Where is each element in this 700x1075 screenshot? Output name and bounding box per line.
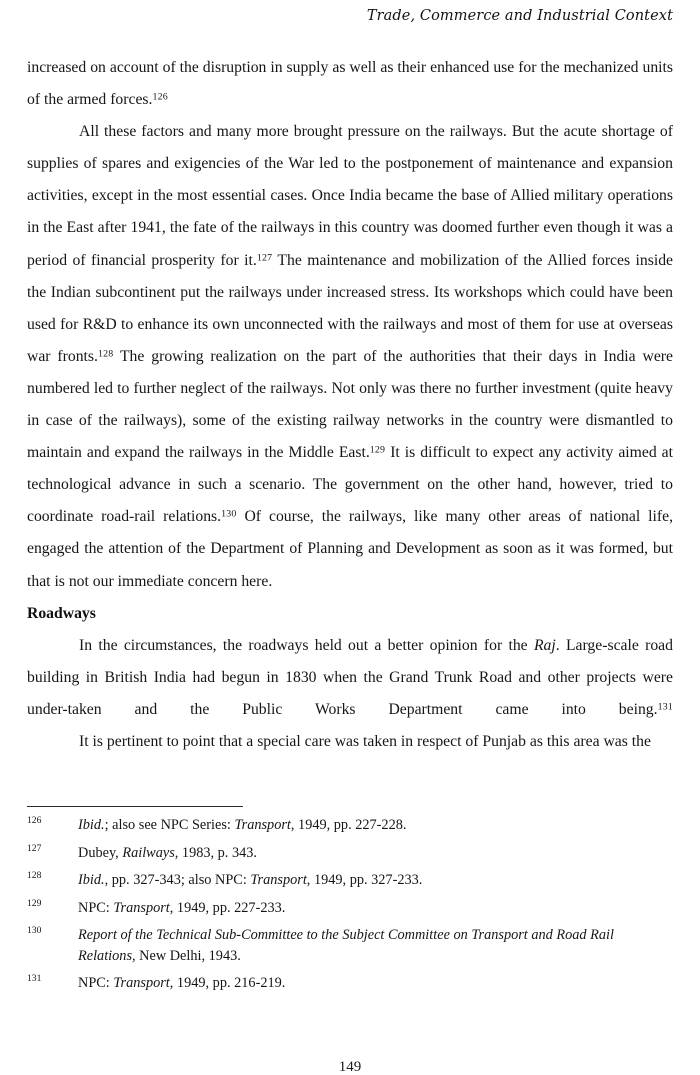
footnote-marker-130[interactable]: 130 bbox=[221, 508, 237, 520]
footnote-text-127: Dubey, Railways, 1983, p. 343. bbox=[78, 844, 257, 861]
paragraph-railways-segment-1: All these factors and many more brought pressure on the railways. But the acute shortage of supplies of spares and exigencies of the War led to the postponement of maintenance and expansion activities, except in the most essential cases. Once India became the base of Allied military operations in the East after 1941, the fate of the railways in this country was doomed further even though it was a period of financial prosperity for it. bbox=[27, 123, 673, 269]
footnote-number-128: 128 bbox=[27, 870, 42, 881]
paragraph-railways-segment-2: The maintenance and mobilization of the Allied forces inside the Indian subcontinent put the railways under increased stress. Its workshops which could have been used for R&D to enhance its own unconnected with the railways and most of them for use at overseas war fronts. bbox=[27, 251, 673, 365]
footnote-text-126: Ibid.; also see NPC Series: Transport, 1949, pp. 227-228. bbox=[78, 817, 407, 833]
footnote-130 bbox=[27, 925, 673, 966]
running-header: Trade, Commerce and Industrial Context bbox=[366, 8, 673, 24]
footnote-131 bbox=[27, 973, 673, 994]
footnote-number-126: 126 bbox=[27, 815, 42, 826]
footnote-127 bbox=[27, 843, 673, 864]
paragraph-continued bbox=[27, 52, 673, 116]
footnote-marker-128[interactable]: 128 bbox=[97, 348, 114, 360]
footnote-number-129: 129 bbox=[27, 897, 42, 909]
footnote-128 bbox=[27, 870, 673, 891]
footnote-text-128: Ibid., pp. 327-343; also NPC: Transport, 1949, pp. 327-233. bbox=[78, 872, 423, 888]
paragraph-roadways-segment-3: It is pertinent to point that a special care was taken in respect of Punjab as this area was the bbox=[79, 732, 651, 750]
footnote-126 bbox=[27, 815, 673, 836]
footnote-text-131: NPC: Transport, 1949, pp. 216-219. bbox=[78, 975, 286, 991]
paragraph-roadways-segment-2: . Large-scale road building in British India had begun in 1830 when the Grand Trunk Road and other projects were under-taken and the Public Works Department came into being. bbox=[27, 636, 673, 718]
paragraph-continued-text: increased on account of the disruption in supply as well as their enhanced use for the mechanized units of the armed forces. bbox=[27, 59, 673, 109]
footnote-marker-131[interactable]: 131 bbox=[657, 701, 673, 713]
footnote-separator-rule bbox=[27, 806, 243, 807]
italic-term-raj: Raj bbox=[533, 636, 556, 654]
section-heading-roadways: Roadways bbox=[27, 604, 96, 622]
paragraph-railways-segment-5: Of course, the railways, like many other areas of national life, engaged the attention of the Department of Planning and Development as soon as it was formed, but that is not our immediate concern here. bbox=[27, 508, 673, 590]
footnote-marker-126[interactable]: 126 bbox=[152, 91, 168, 103]
footnote-number-131: 131 bbox=[27, 973, 42, 984]
footnote-marker-127[interactable]: 127 bbox=[256, 251, 273, 263]
footnote-marker-129[interactable]: 129 bbox=[369, 444, 386, 456]
footnote-text-129: NPC: Transport, 1949, pp. 227-233. bbox=[78, 899, 286, 916]
page-number: 149 bbox=[338, 1059, 362, 1075]
footnote-text-130: Report of the Technical Sub-Committee to the Subject Committee on Transport and Road Rail Relations, New Delhi, 1943. bbox=[78, 927, 614, 964]
footnote-area bbox=[27, 806, 673, 1001]
body-text-block bbox=[27, 52, 673, 758]
paragraph-roadways-segment-1: In the circumstances, the roadways held out a better opinion for the bbox=[79, 636, 534, 654]
footnote-129 bbox=[27, 898, 673, 919]
footnote-number-130: 130 bbox=[27, 925, 42, 936]
paragraph-railways bbox=[27, 116, 673, 597]
paragraph-railways-segment-3: The growing realization on the part of the authorities that their days in India were numbered led to further neglect of the railways. Not only was there no further investment (quite heavy in case of the railways), some of the existing railway networks in the country were dismantled to maintain and expand the railways in the Middle East. bbox=[27, 347, 673, 462]
paragraph-roadways bbox=[27, 630, 673, 758]
paragraph-railways-segment-4: It is difficult to expect any activity aimed at technological advance in such a scenario. The government on the other hand, however, tried to coordinate road-rail relations. bbox=[27, 444, 673, 526]
footnote-number-127: 127 bbox=[27, 842, 42, 854]
